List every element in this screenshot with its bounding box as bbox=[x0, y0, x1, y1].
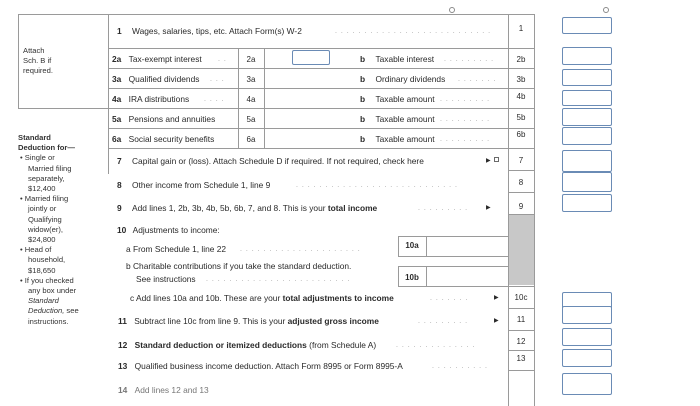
line-8 bbox=[117, 181, 270, 189]
line-number: 13 bbox=[118, 361, 128, 371]
line-4a bbox=[112, 95, 189, 103]
line-text: Social security benefits bbox=[128, 134, 215, 144]
leader-dots: . . . . . . . . . . . . . . . . . . . . . bbox=[240, 246, 361, 253]
arrow-right-icon: ▶ bbox=[486, 158, 491, 164]
sd-item-line: $24,800 bbox=[28, 235, 56, 245]
box-label-9: 9 bbox=[518, 202, 524, 211]
line-number: 14 bbox=[118, 385, 128, 395]
line-number: 12 bbox=[118, 340, 128, 350]
attach-note bbox=[23, 46, 53, 77]
line-number: 6a bbox=[112, 134, 122, 144]
capital-gain-input[interactable] bbox=[562, 150, 612, 172]
box-label-2b: 2b bbox=[516, 55, 526, 64]
wages-amount-input[interactable] bbox=[562, 17, 612, 34]
sd-item-line: Single or bbox=[24, 153, 55, 163]
box-label-6a: 6a bbox=[246, 135, 256, 144]
line-10b bbox=[126, 262, 351, 270]
line-13 bbox=[118, 362, 403, 370]
box-label-5a: 5a bbox=[246, 115, 256, 124]
box-label-13: 13 bbox=[516, 354, 526, 363]
sd-item-line: household, bbox=[28, 255, 66, 265]
leader-dots: . . . . . . . . . . . . . . . . . . . . . . . . . bbox=[206, 276, 351, 283]
pensions-taxable-input[interactable] bbox=[562, 108, 612, 126]
line-text: Wages, salaries, tips, etc. Attach Form(s) W-2 bbox=[132, 26, 302, 36]
line-3a bbox=[112, 75, 199, 83]
box-label-3a: 3a bbox=[246, 75, 256, 84]
leader-dots: . . . . . . . . . . bbox=[432, 363, 488, 370]
leader-dots: . . . . . . . . . bbox=[444, 56, 495, 63]
sd-item-line: Qualifying bbox=[28, 214, 62, 224]
leader-dots: . . . . . . . . . bbox=[418, 318, 469, 325]
box-label-10b: 10b bbox=[405, 273, 419, 282]
line-12 bbox=[118, 341, 376, 349]
line-4b bbox=[360, 95, 435, 103]
line-text: a From Schedule 1, line 22 bbox=[126, 244, 227, 254]
box-label-10a: 10a bbox=[405, 241, 419, 250]
line-text: c Add lines 10a and 10b. These are your bbox=[130, 293, 283, 303]
sd-item-line: separately, bbox=[28, 173, 65, 183]
line-10 bbox=[117, 226, 220, 234]
box-label-4b: 4b bbox=[516, 92, 526, 101]
box-label-10c: 10c bbox=[514, 293, 528, 302]
box-label-2a: 2a bbox=[246, 55, 256, 64]
line-5b bbox=[360, 115, 435, 123]
line-text: Qualified dividends bbox=[128, 74, 200, 84]
sd-item-line: Married filing bbox=[28, 163, 72, 173]
agi-input[interactable] bbox=[562, 306, 612, 324]
leader-dots: . . . . bbox=[204, 96, 225, 103]
line-6b bbox=[360, 135, 435, 143]
line-text: See instructions bbox=[136, 274, 196, 284]
sd-item-line: any box under bbox=[28, 286, 77, 296]
line-number: 11 bbox=[118, 316, 127, 326]
line-text-bold: total adjustments to income bbox=[282, 293, 394, 303]
leader-dots: . . . . . . . . . bbox=[418, 205, 469, 212]
sd-item-line: widow(er), bbox=[28, 224, 64, 234]
line-10c bbox=[130, 294, 394, 302]
capital-gain-checkbox[interactable] bbox=[494, 157, 499, 162]
line-14-input[interactable] bbox=[562, 373, 612, 395]
line-number: b bbox=[360, 114, 366, 124]
sd-item-line: If you checked bbox=[24, 275, 74, 285]
line-text-bold: adjusted gross income bbox=[287, 316, 379, 326]
taxable-interest-input[interactable] bbox=[562, 47, 612, 65]
line-2a bbox=[112, 55, 202, 63]
circle-icon bbox=[449, 7, 455, 13]
ordinary-dividends-input[interactable] bbox=[562, 69, 612, 86]
box-label-5b: 5b bbox=[516, 113, 526, 122]
sd-item-line: instructions. bbox=[28, 316, 69, 326]
ira-taxable-input[interactable] bbox=[562, 90, 612, 106]
line-number: 9 bbox=[117, 203, 122, 213]
line-5a bbox=[112, 115, 215, 123]
leader-dots: . . . . . . . . . bbox=[440, 96, 491, 103]
box-label-7: 7 bbox=[518, 156, 524, 165]
line-text: Adjustments to income: bbox=[132, 225, 220, 235]
sd-item-line: jointly or bbox=[28, 204, 57, 214]
line-1 bbox=[117, 27, 302, 35]
line-3b bbox=[360, 75, 445, 83]
leader-dots: . . . . . . . . . bbox=[440, 136, 491, 143]
line-number: 10 bbox=[117, 225, 127, 235]
attach-line: Sch. B if bbox=[23, 56, 52, 66]
line-text: Taxable interest bbox=[375, 54, 435, 64]
qbi-deduction-input[interactable] bbox=[562, 349, 612, 367]
line-number: b bbox=[360, 134, 366, 144]
line-text: Add lines 12 and 13 bbox=[134, 385, 209, 395]
sd-item-line: Standard bbox=[28, 296, 59, 306]
shaded-area bbox=[509, 215, 534, 285]
sd-item-line: $12,400 bbox=[28, 184, 56, 194]
line-text: Other income from Schedule 1, line 9 bbox=[132, 180, 271, 190]
standard-heading: Standard bbox=[18, 133, 51, 142]
leader-dots: . . . . . . . . . bbox=[440, 116, 491, 123]
line-11 bbox=[118, 317, 379, 325]
line-text: (from Schedule A) bbox=[306, 340, 377, 350]
line-text: Subtract line 10c from line 9. This is your bbox=[134, 316, 288, 326]
tax-exempt-interest-input[interactable] bbox=[292, 50, 330, 65]
line-number: 7 bbox=[117, 156, 122, 166]
attach-line: required. bbox=[23, 66, 53, 76]
box-label-4a: 4a bbox=[246, 95, 256, 104]
other-income-input[interactable] bbox=[562, 172, 612, 192]
line-text: Ordinary dividends bbox=[375, 74, 446, 84]
line-10b-cont bbox=[136, 275, 196, 283]
line-text: Taxable amount bbox=[375, 114, 435, 124]
sd-item-line: Married filing bbox=[24, 194, 69, 204]
line-text: Taxable amount bbox=[375, 94, 435, 104]
line-14 bbox=[118, 386, 209, 394]
leader-dots: . . . . . . . bbox=[458, 76, 497, 83]
social-security-taxable-input[interactable] bbox=[562, 127, 612, 145]
line-text: Pensions and annuities bbox=[128, 114, 216, 124]
attach-line: Attach bbox=[23, 46, 45, 55]
sd-item-line: Deduction, bbox=[28, 306, 65, 316]
line-text: Qualified business income deduction. Attach Form 8995 or Form 8995-A bbox=[134, 361, 403, 371]
line-number: 3a bbox=[112, 74, 122, 84]
line-text: Capital gain or (loss). Attach Schedule D if required. If not required, check here bbox=[132, 156, 424, 166]
sd-item-line: $18,650 bbox=[28, 265, 56, 275]
line-text: Add lines 1, 2b, 3b, 4b, 5b, 6b, 7, and 8. This is your bbox=[132, 203, 328, 213]
circle-icon bbox=[603, 7, 609, 13]
line-number: 1 bbox=[117, 26, 122, 36]
sd-item-line: Head of bbox=[24, 245, 52, 255]
deduction-for: Deduction for— bbox=[18, 143, 75, 153]
line-number: b bbox=[360, 54, 366, 64]
line-2b bbox=[360, 55, 434, 63]
leader-dots: . . . . . . . bbox=[430, 295, 469, 302]
arrow-right-icon: ▶ bbox=[494, 295, 499, 301]
line-number: 5a bbox=[112, 114, 122, 124]
line-9 bbox=[117, 204, 377, 212]
arrow-right-icon: ▶ bbox=[486, 205, 491, 211]
line-text-bold: Standard deduction or itemized deductions bbox=[134, 340, 307, 350]
line-number: 2a bbox=[112, 54, 122, 64]
line-text: Tax-exempt interest bbox=[128, 54, 202, 64]
line-text: Taxable amount bbox=[375, 134, 435, 144]
line-text: IRA distributions bbox=[128, 94, 190, 104]
leader-dots: . . . . . . . . . . . . . . . . . . . . . . . . . . . . bbox=[296, 182, 458, 189]
line-text-bold: total income bbox=[327, 203, 378, 213]
leader-dots: . . bbox=[218, 56, 227, 63]
line-10a bbox=[126, 245, 226, 253]
line-6a bbox=[112, 135, 214, 143]
standard-deduction-note: Standard Deduction for— • Single or Married filing separately, $12,400 • Married filing jointly or Qualifying widow(er), $24,800 • Head of household, $18,650 • If you checked any box under Standard Deduction, see instructions. bbox=[18, 133, 79, 326]
box-label-3b: 3b bbox=[516, 75, 526, 84]
line-number: b bbox=[360, 74, 366, 84]
line-7 bbox=[117, 157, 424, 165]
leader-dots: . . . . . . . . . . . . . . . . . . . . . . . . . . . bbox=[335, 28, 492, 35]
line-number: b bbox=[360, 94, 366, 104]
line-text: b Charitable contributions if you take the standard deduction. bbox=[126, 261, 352, 271]
total-income-input[interactable] bbox=[562, 194, 612, 212]
box-label-6b: 6b bbox=[516, 130, 526, 139]
box-label-1: 1 bbox=[518, 24, 524, 33]
leader-dots: . . . bbox=[210, 76, 225, 83]
leader-dots: . . . . . . . . . . . . . . bbox=[396, 342, 476, 349]
line-number: 8 bbox=[117, 180, 122, 190]
box-label-12: 12 bbox=[516, 337, 526, 346]
line-number: 4a bbox=[112, 94, 122, 104]
standard-deduction-input[interactable] bbox=[562, 328, 612, 346]
box-label-11: 11 bbox=[516, 315, 526, 324]
box-label-8: 8 bbox=[518, 178, 524, 187]
sd-item-line: see bbox=[64, 306, 79, 316]
arrow-right-icon: ▶ bbox=[494, 318, 499, 324]
